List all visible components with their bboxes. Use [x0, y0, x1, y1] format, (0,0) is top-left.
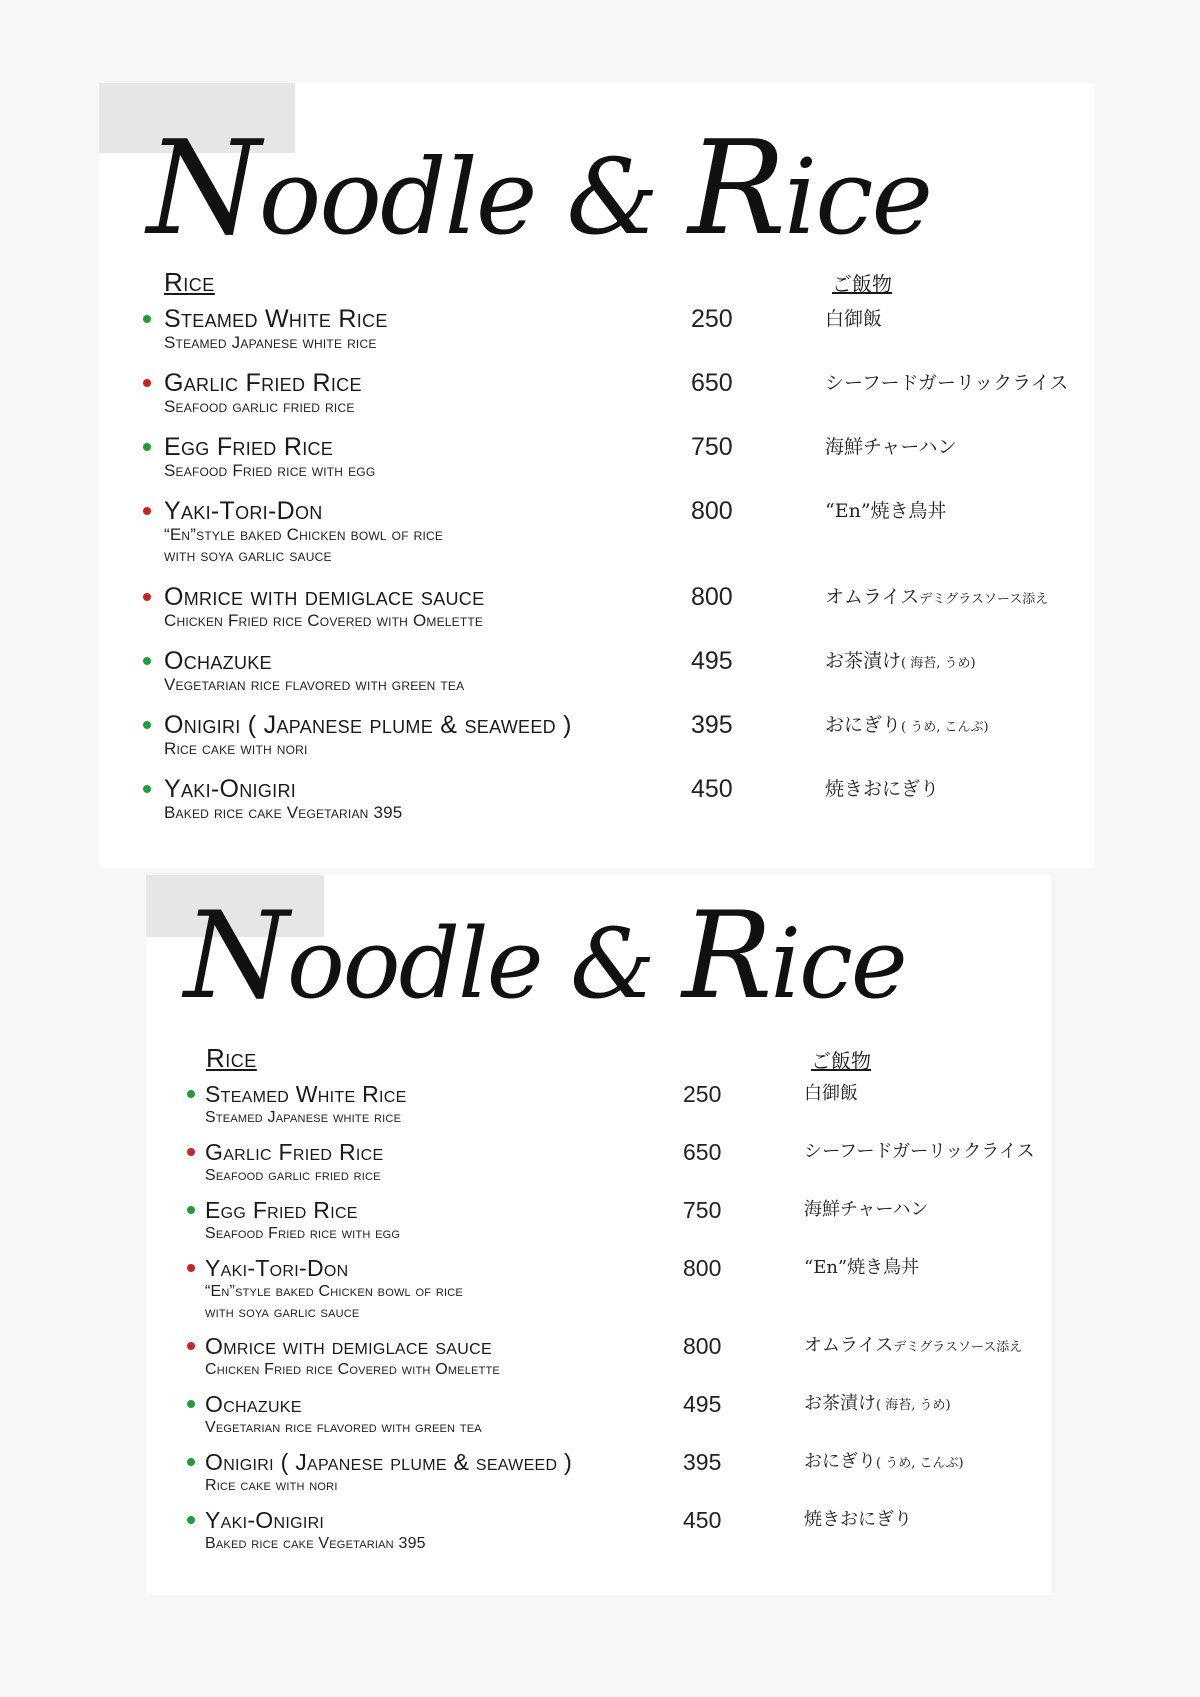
- item-price: 800: [691, 583, 733, 611]
- item-price: 450: [691, 775, 733, 803]
- nonveg-indicator-icon: [143, 593, 151, 601]
- item-description: Rice cake with nori: [205, 1477, 338, 1494]
- item-price: 495: [691, 647, 733, 675]
- section-heading-jp: ご飯物: [811, 1049, 871, 1073]
- item-name-jp: [804, 1196, 929, 1224]
- item-name-jp-note: デミグラスソース添え: [893, 1340, 1023, 1355]
- menu-card: [99, 83, 1095, 868]
- item-name-jp-main: 白御飯: [825, 308, 883, 330]
- veg-indicator-icon: [143, 785, 151, 793]
- item-name-jp-main: オムライス: [804, 1335, 894, 1356]
- item-name-jp: [825, 433, 956, 461]
- item-name: Yaki-Onigiri: [205, 1507, 325, 1533]
- nonveg-indicator-icon: [187, 1148, 195, 1156]
- veg-indicator-icon: [187, 1516, 195, 1524]
- item-name-jp-main: “En”焼き鳥丼: [825, 500, 947, 522]
- item-name-jp-main: 海鮮チャーハン: [804, 1199, 929, 1220]
- veg-indicator-icon: [143, 657, 151, 665]
- item-name: Onigiri ( Japanese plume & seaweed ): [205, 1449, 573, 1475]
- item-name-jp-main: 焼きおにぎり: [825, 778, 940, 800]
- item-name-jp-main: おにぎり: [825, 714, 902, 736]
- item-name-jp-note: ( うめ, こんぶ): [876, 1456, 964, 1471]
- veg-indicator-icon: [187, 1206, 195, 1214]
- item-description: Vegetarian rice flavored with green tea: [205, 1419, 482, 1436]
- veg-indicator-icon: [187, 1090, 195, 1098]
- item-name-jp-note: ( 海苔, うめ): [901, 656, 976, 671]
- item-name-jp: [825, 775, 939, 803]
- item-name-jp-main: お茶漬け: [825, 650, 902, 672]
- item-description: Seafood garlic fried rice: [205, 1167, 381, 1184]
- item-name-jp: [825, 711, 989, 742]
- veg-indicator-icon: [187, 1458, 195, 1466]
- item-price: 650: [691, 369, 733, 397]
- nonveg-indicator-icon: [143, 507, 151, 515]
- item-description: “En”style baked Chicken bowl of rice: [164, 525, 444, 544]
- item-description: “En”style baked Chicken bowl of rice: [205, 1283, 463, 1300]
- veg-indicator-icon: [143, 315, 151, 323]
- item-description-line2: with soya garlic sauce: [164, 546, 332, 565]
- item-name: Garlic Fried Rice: [164, 369, 362, 397]
- item-description: Steamed Japanese white rice: [164, 333, 377, 352]
- item-price: 450: [683, 1507, 722, 1533]
- item-name-jp-main: 白御飯: [804, 1083, 858, 1104]
- nonveg-indicator-icon: [143, 379, 151, 387]
- item-description: Chicken Fried rice Covered with Omelette: [164, 611, 484, 630]
- item-name: Steamed White Rice: [205, 1081, 407, 1107]
- item-name: Yaki-Tori-Don: [164, 497, 323, 525]
- nonveg-indicator-icon: [187, 1342, 195, 1350]
- item-name-jp-main: 海鮮チャーハン: [825, 436, 957, 458]
- item-description: Chicken Fried rice Covered with Omelette: [205, 1361, 500, 1378]
- item-name-jp: [804, 1390, 951, 1420]
- item-name-jp-main: オムライス: [825, 586, 920, 608]
- item-name: Egg Fried Rice: [205, 1197, 358, 1223]
- item-name-jp-main: シーフードガーリックライス: [825, 372, 1069, 394]
- section-heading-jp: ご飯物: [832, 272, 892, 296]
- section-heading: Rice: [164, 267, 215, 297]
- item-price: 750: [683, 1197, 722, 1223]
- item-name-jp-note: デミグラスソース添え: [919, 592, 1049, 607]
- item-name-jp: [825, 497, 947, 525]
- item-name-jp-main: お茶漬け: [804, 1393, 876, 1414]
- item-name-jp: [804, 1080, 858, 1108]
- section-heading: Rice: [206, 1043, 257, 1073]
- item-name-jp: [804, 1448, 964, 1478]
- item-name-jp: [804, 1254, 919, 1282]
- item-name-jp: [804, 1332, 1022, 1362]
- item-name-jp-note: ( 海苔, うめ): [876, 1398, 951, 1413]
- item-description: Seafood garlic fried rice: [164, 397, 355, 416]
- item-name-jp-note: ( うめ, こんぶ): [901, 720, 989, 735]
- veg-indicator-icon: [143, 443, 151, 451]
- nonveg-indicator-icon: [187, 1264, 195, 1272]
- veg-indicator-icon: [187, 1400, 195, 1408]
- item-name-jp: [825, 305, 882, 333]
- item-description: Seafood Fried rice with egg: [205, 1225, 401, 1242]
- item-name-jp: [825, 369, 1068, 397]
- item-price: 250: [683, 1081, 722, 1107]
- item-price: 750: [691, 433, 733, 461]
- item-description: Steamed Japanese white rice: [205, 1109, 402, 1126]
- item-price: 800: [691, 497, 733, 525]
- item-name-jp: [825, 583, 1048, 614]
- item-name-jp: [804, 1506, 912, 1534]
- item-name: Omrice with demiglace sauce: [164, 583, 485, 611]
- item-price: 650: [683, 1139, 722, 1165]
- item-name: Steamed White Rice: [164, 305, 388, 333]
- item-description-line2: with soya garlic sauce: [205, 1304, 360, 1321]
- item-name: Onigiri ( Japanese plume & seaweed ): [164, 711, 572, 739]
- item-description: Vegetarian rice flavored with green tea: [164, 675, 465, 694]
- item-name-jp-main: シーフードガーリックライス: [804, 1141, 1035, 1162]
- item-description: Baked rice cake Vegetarian 395: [164, 803, 403, 822]
- item-name-jp-main: “En”焼き鳥丼: [804, 1257, 920, 1278]
- item-name-jp-main: おにぎり: [804, 1451, 876, 1472]
- item-name: Ochazuke: [164, 647, 272, 675]
- item-name: Omrice with demiglace sauce: [205, 1333, 492, 1359]
- item-price: 395: [691, 711, 733, 739]
- item-name-jp: [825, 647, 976, 678]
- menu-title: Noodle & Rice: [147, 112, 932, 264]
- item-name: Yaki-Tori-Don: [205, 1255, 349, 1281]
- menu-title: Noodle & Rice: [184, 887, 906, 1026]
- item-name: Egg Fried Rice: [164, 433, 334, 461]
- item-name-jp: [804, 1138, 1035, 1166]
- menu-card: [146, 875, 1051, 1595]
- veg-indicator-icon: [143, 721, 151, 729]
- item-price: 800: [683, 1333, 722, 1359]
- item-price: 250: [691, 305, 733, 333]
- item-price: 800: [683, 1255, 722, 1281]
- item-name-jp-main: 焼きおにぎり: [804, 1509, 912, 1530]
- item-name: Yaki-Onigiri: [164, 775, 297, 803]
- item-price: 495: [683, 1391, 722, 1417]
- item-price: 395: [683, 1449, 722, 1475]
- item-description: Baked rice cake Vegetarian 395: [205, 1535, 426, 1552]
- item-name: Garlic Fried Rice: [205, 1139, 384, 1165]
- item-description: Seafood Fried rice with egg: [164, 461, 376, 480]
- item-description: Rice cake with nori: [164, 739, 308, 758]
- item-name: Ochazuke: [205, 1391, 302, 1417]
